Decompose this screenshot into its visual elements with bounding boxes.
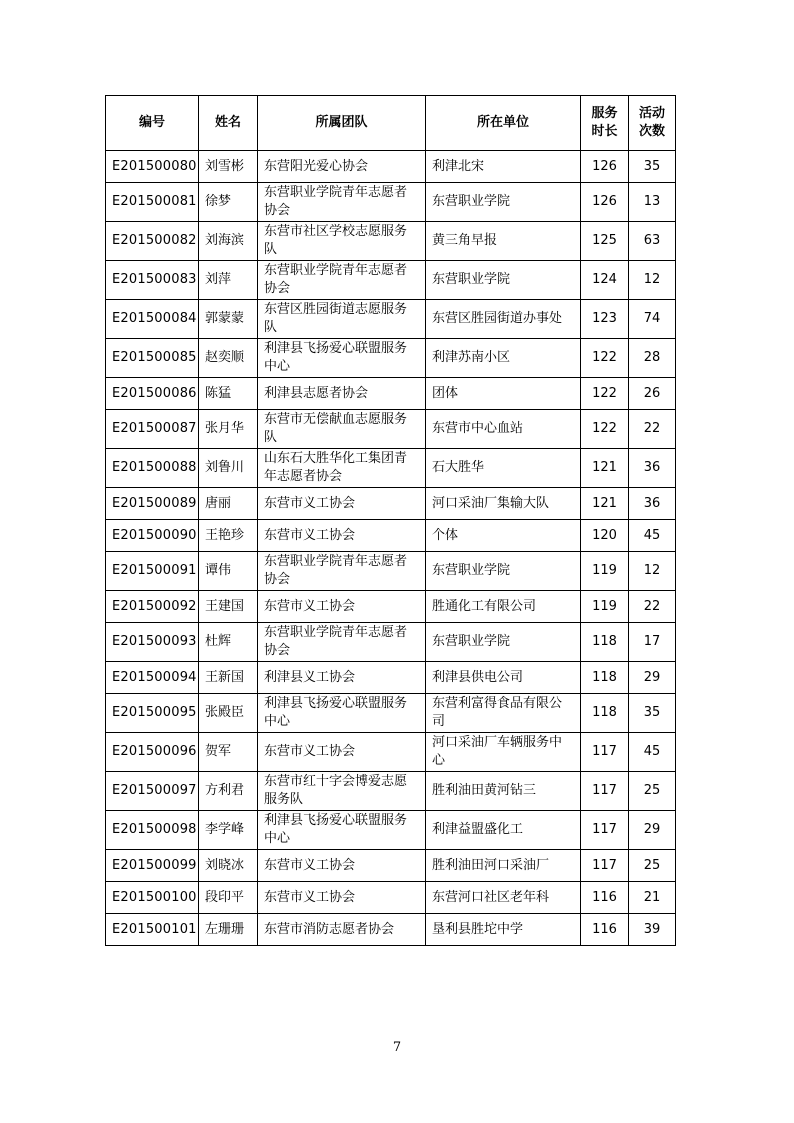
table-row <box>106 300 676 339</box>
cell-hours: 120 <box>581 520 629 552</box>
cell-unit: 黄三角早报 <box>426 222 581 261</box>
cell-count: 26 <box>629 378 676 410</box>
cell-hours: 116 <box>581 882 629 914</box>
cell-id: E201500093 <box>106 623 199 662</box>
cell-unit: 东营职业学院 <box>426 261 581 300</box>
cell-hours: 117 <box>581 850 629 882</box>
cell-team: 东营市无偿献血志愿服务队 <box>258 410 426 449</box>
cell-hours: 116 <box>581 914 629 946</box>
cell-count: 22 <box>629 591 676 623</box>
cell-unit: 团体 <box>426 378 581 410</box>
cell-id: E201500090 <box>106 520 199 552</box>
cell-hours: 122 <box>581 339 629 378</box>
cell-name: 杜辉 <box>199 623 258 662</box>
table-row <box>106 694 676 733</box>
cell-unit: 利津县供电公司 <box>426 662 581 694</box>
cell-count: 25 <box>629 772 676 811</box>
cell-count: 12 <box>629 552 676 591</box>
cell-team: 东营市义工协会 <box>258 733 426 772</box>
cell-unit: 河口采油厂集输大队 <box>426 488 581 520</box>
cell-hours: 117 <box>581 811 629 850</box>
cell-team: 东营阳光爱心协会 <box>258 151 426 183</box>
table-row <box>106 882 676 914</box>
cell-team: 东营市义工协会 <box>258 882 426 914</box>
cell-team: 东营职业学院青年志愿者协会 <box>258 552 426 591</box>
cell-team: 利津县义工协会 <box>258 662 426 694</box>
cell-team: 东营市消防志愿者协会 <box>258 914 426 946</box>
cell-team: 利津县飞扬爱心联盟服务中心 <box>258 811 426 850</box>
table-row <box>106 914 676 946</box>
cell-hours: 117 <box>581 733 629 772</box>
cell-name: 王艳珍 <box>199 520 258 552</box>
cell-name: 陈猛 <box>199 378 258 410</box>
cell-name: 王新国 <box>199 662 258 694</box>
cell-unit: 利津北宋 <box>426 151 581 183</box>
cell-id: E201500092 <box>106 591 199 623</box>
cell-unit: 东营市中心血站 <box>426 410 581 449</box>
cell-name: 张月华 <box>199 410 258 449</box>
header-name: 姓名 <box>199 96 258 151</box>
cell-hours: 117 <box>581 772 629 811</box>
cell-id: E201500094 <box>106 662 199 694</box>
cell-count: 39 <box>629 914 676 946</box>
cell-id: E201500091 <box>106 552 199 591</box>
cell-team: 东营职业学院青年志愿者协会 <box>258 183 426 222</box>
cell-count: 36 <box>629 488 676 520</box>
cell-unit: 胜通化工有限公司 <box>426 591 581 623</box>
cell-unit: 利津益盟盛化工 <box>426 811 581 850</box>
cell-hours: 122 <box>581 378 629 410</box>
cell-team: 利津县志愿者协会 <box>258 378 426 410</box>
cell-hours: 118 <box>581 662 629 694</box>
cell-count: 29 <box>629 662 676 694</box>
cell-count: 36 <box>629 449 676 488</box>
cell-id: E201500099 <box>106 850 199 882</box>
cell-unit: 利津苏南小区 <box>426 339 581 378</box>
cell-id: E201500088 <box>106 449 199 488</box>
cell-name: 刘鲁川 <box>199 449 258 488</box>
cell-team: 东营市义工协会 <box>258 591 426 623</box>
table-row <box>106 261 676 300</box>
cell-name: 谭伟 <box>199 552 258 591</box>
cell-id: E201500086 <box>106 378 199 410</box>
table-row <box>106 183 676 222</box>
cell-unit: 胜利油田黄河钻三 <box>426 772 581 811</box>
cell-count: 45 <box>629 733 676 772</box>
cell-id: E201500087 <box>106 410 199 449</box>
table-row <box>106 623 676 662</box>
cell-count: 74 <box>629 300 676 339</box>
table-header-row <box>106 96 676 151</box>
cell-hours: 123 <box>581 300 629 339</box>
cell-id: E201500097 <box>106 772 199 811</box>
cell-count: 22 <box>629 410 676 449</box>
cell-hours: 119 <box>581 552 629 591</box>
cell-team: 东营市社区学校志愿服务队 <box>258 222 426 261</box>
cell-id: E201500095 <box>106 694 199 733</box>
cell-id: E201500101 <box>106 914 199 946</box>
table-row <box>106 591 676 623</box>
cell-hours: 126 <box>581 151 629 183</box>
table-body <box>106 151 676 946</box>
cell-name: 徐梦 <box>199 183 258 222</box>
cell-team: 东营区胜园街道志愿服务队 <box>258 300 426 339</box>
volunteer-table <box>105 95 676 946</box>
cell-id: E201500081 <box>106 183 199 222</box>
cell-team: 利津县飞扬爱心联盟服务中心 <box>258 339 426 378</box>
cell-id: E201500098 <box>106 811 199 850</box>
cell-count: 35 <box>629 694 676 733</box>
cell-count: 25 <box>629 850 676 882</box>
cell-name: 郭蒙蒙 <box>199 300 258 339</box>
table-row <box>106 662 676 694</box>
header-hours: 服务时长 <box>581 96 629 151</box>
cell-name: 段印平 <box>199 882 258 914</box>
cell-count: 63 <box>629 222 676 261</box>
cell-unit: 胜利油田河口采油厂 <box>426 850 581 882</box>
cell-team: 山东石大胜华化工集团青年志愿者协会 <box>258 449 426 488</box>
table-row <box>106 811 676 850</box>
cell-team: 东营市红十字会博爱志愿服务队 <box>258 772 426 811</box>
cell-name: 左珊珊 <box>199 914 258 946</box>
cell-unit: 东营职业学院 <box>426 552 581 591</box>
cell-name: 唐丽 <box>199 488 258 520</box>
table-row <box>106 772 676 811</box>
cell-hours: 125 <box>581 222 629 261</box>
cell-name: 李学峰 <box>199 811 258 850</box>
table-row <box>106 850 676 882</box>
cell-count: 12 <box>629 261 676 300</box>
header-id: 编号 <box>106 96 199 151</box>
cell-id: E201500085 <box>106 339 199 378</box>
table-row <box>106 410 676 449</box>
cell-hours: 126 <box>581 183 629 222</box>
cell-id: E201500089 <box>106 488 199 520</box>
table-row <box>106 151 676 183</box>
cell-count: 17 <box>629 623 676 662</box>
cell-name: 方利君 <box>199 772 258 811</box>
cell-hours: 124 <box>581 261 629 300</box>
cell-hours: 118 <box>581 623 629 662</box>
cell-team: 东营市义工协会 <box>258 520 426 552</box>
cell-unit: 东营利富得食品有限公司 <box>426 694 581 733</box>
cell-count: 21 <box>629 882 676 914</box>
table-row <box>106 552 676 591</box>
cell-hours: 118 <box>581 694 629 733</box>
table-row <box>106 378 676 410</box>
cell-count: 29 <box>629 811 676 850</box>
table-row <box>106 488 676 520</box>
cell-count: 28 <box>629 339 676 378</box>
cell-unit: 垦利县胜坨中学 <box>426 914 581 946</box>
cell-name: 刘海滨 <box>199 222 258 261</box>
header-count: 活动次数 <box>629 96 676 151</box>
cell-id: E201500100 <box>106 882 199 914</box>
cell-id: E201500083 <box>106 261 199 300</box>
cell-name: 贺军 <box>199 733 258 772</box>
cell-count: 13 <box>629 183 676 222</box>
cell-unit: 个体 <box>426 520 581 552</box>
cell-id: E201500084 <box>106 300 199 339</box>
cell-name: 王建国 <box>199 591 258 623</box>
cell-count: 35 <box>629 151 676 183</box>
cell-name: 张殿臣 <box>199 694 258 733</box>
cell-unit: 东营职业学院 <box>426 183 581 222</box>
cell-team: 东营职业学院青年志愿者协会 <box>258 261 426 300</box>
page-number: 7 <box>392 1040 402 1055</box>
cell-unit: 东营河口社区老年科 <box>426 882 581 914</box>
cell-hours: 122 <box>581 410 629 449</box>
cell-unit: 东营区胜园街道办事处 <box>426 300 581 339</box>
cell-unit: 石大胜华 <box>426 449 581 488</box>
table-row <box>106 449 676 488</box>
table-row <box>106 339 676 378</box>
cell-name: 刘晓冰 <box>199 850 258 882</box>
cell-unit: 河口采油厂车辆服务中心 <box>426 733 581 772</box>
table-row <box>106 520 676 552</box>
header-unit: 所在单位 <box>426 96 581 151</box>
table-row <box>106 733 676 772</box>
table-row <box>106 222 676 261</box>
cell-id: E201500080 <box>106 151 199 183</box>
cell-id: E201500096 <box>106 733 199 772</box>
cell-hours: 121 <box>581 449 629 488</box>
header-team: 所属团队 <box>258 96 426 151</box>
cell-unit: 东营职业学院 <box>426 623 581 662</box>
cell-hours: 121 <box>581 488 629 520</box>
cell-hours: 119 <box>581 591 629 623</box>
cell-name: 刘萍 <box>199 261 258 300</box>
cell-name: 刘雪彬 <box>199 151 258 183</box>
cell-team: 东营市义工协会 <box>258 488 426 520</box>
cell-team: 利津县飞扬爱心联盟服务中心 <box>258 694 426 733</box>
cell-id: E201500082 <box>106 222 199 261</box>
cell-team: 东营职业学院青年志愿者协会 <box>258 623 426 662</box>
cell-name: 赵奕顺 <box>199 339 258 378</box>
cell-team: 东营市义工协会 <box>258 850 426 882</box>
cell-count: 45 <box>629 520 676 552</box>
